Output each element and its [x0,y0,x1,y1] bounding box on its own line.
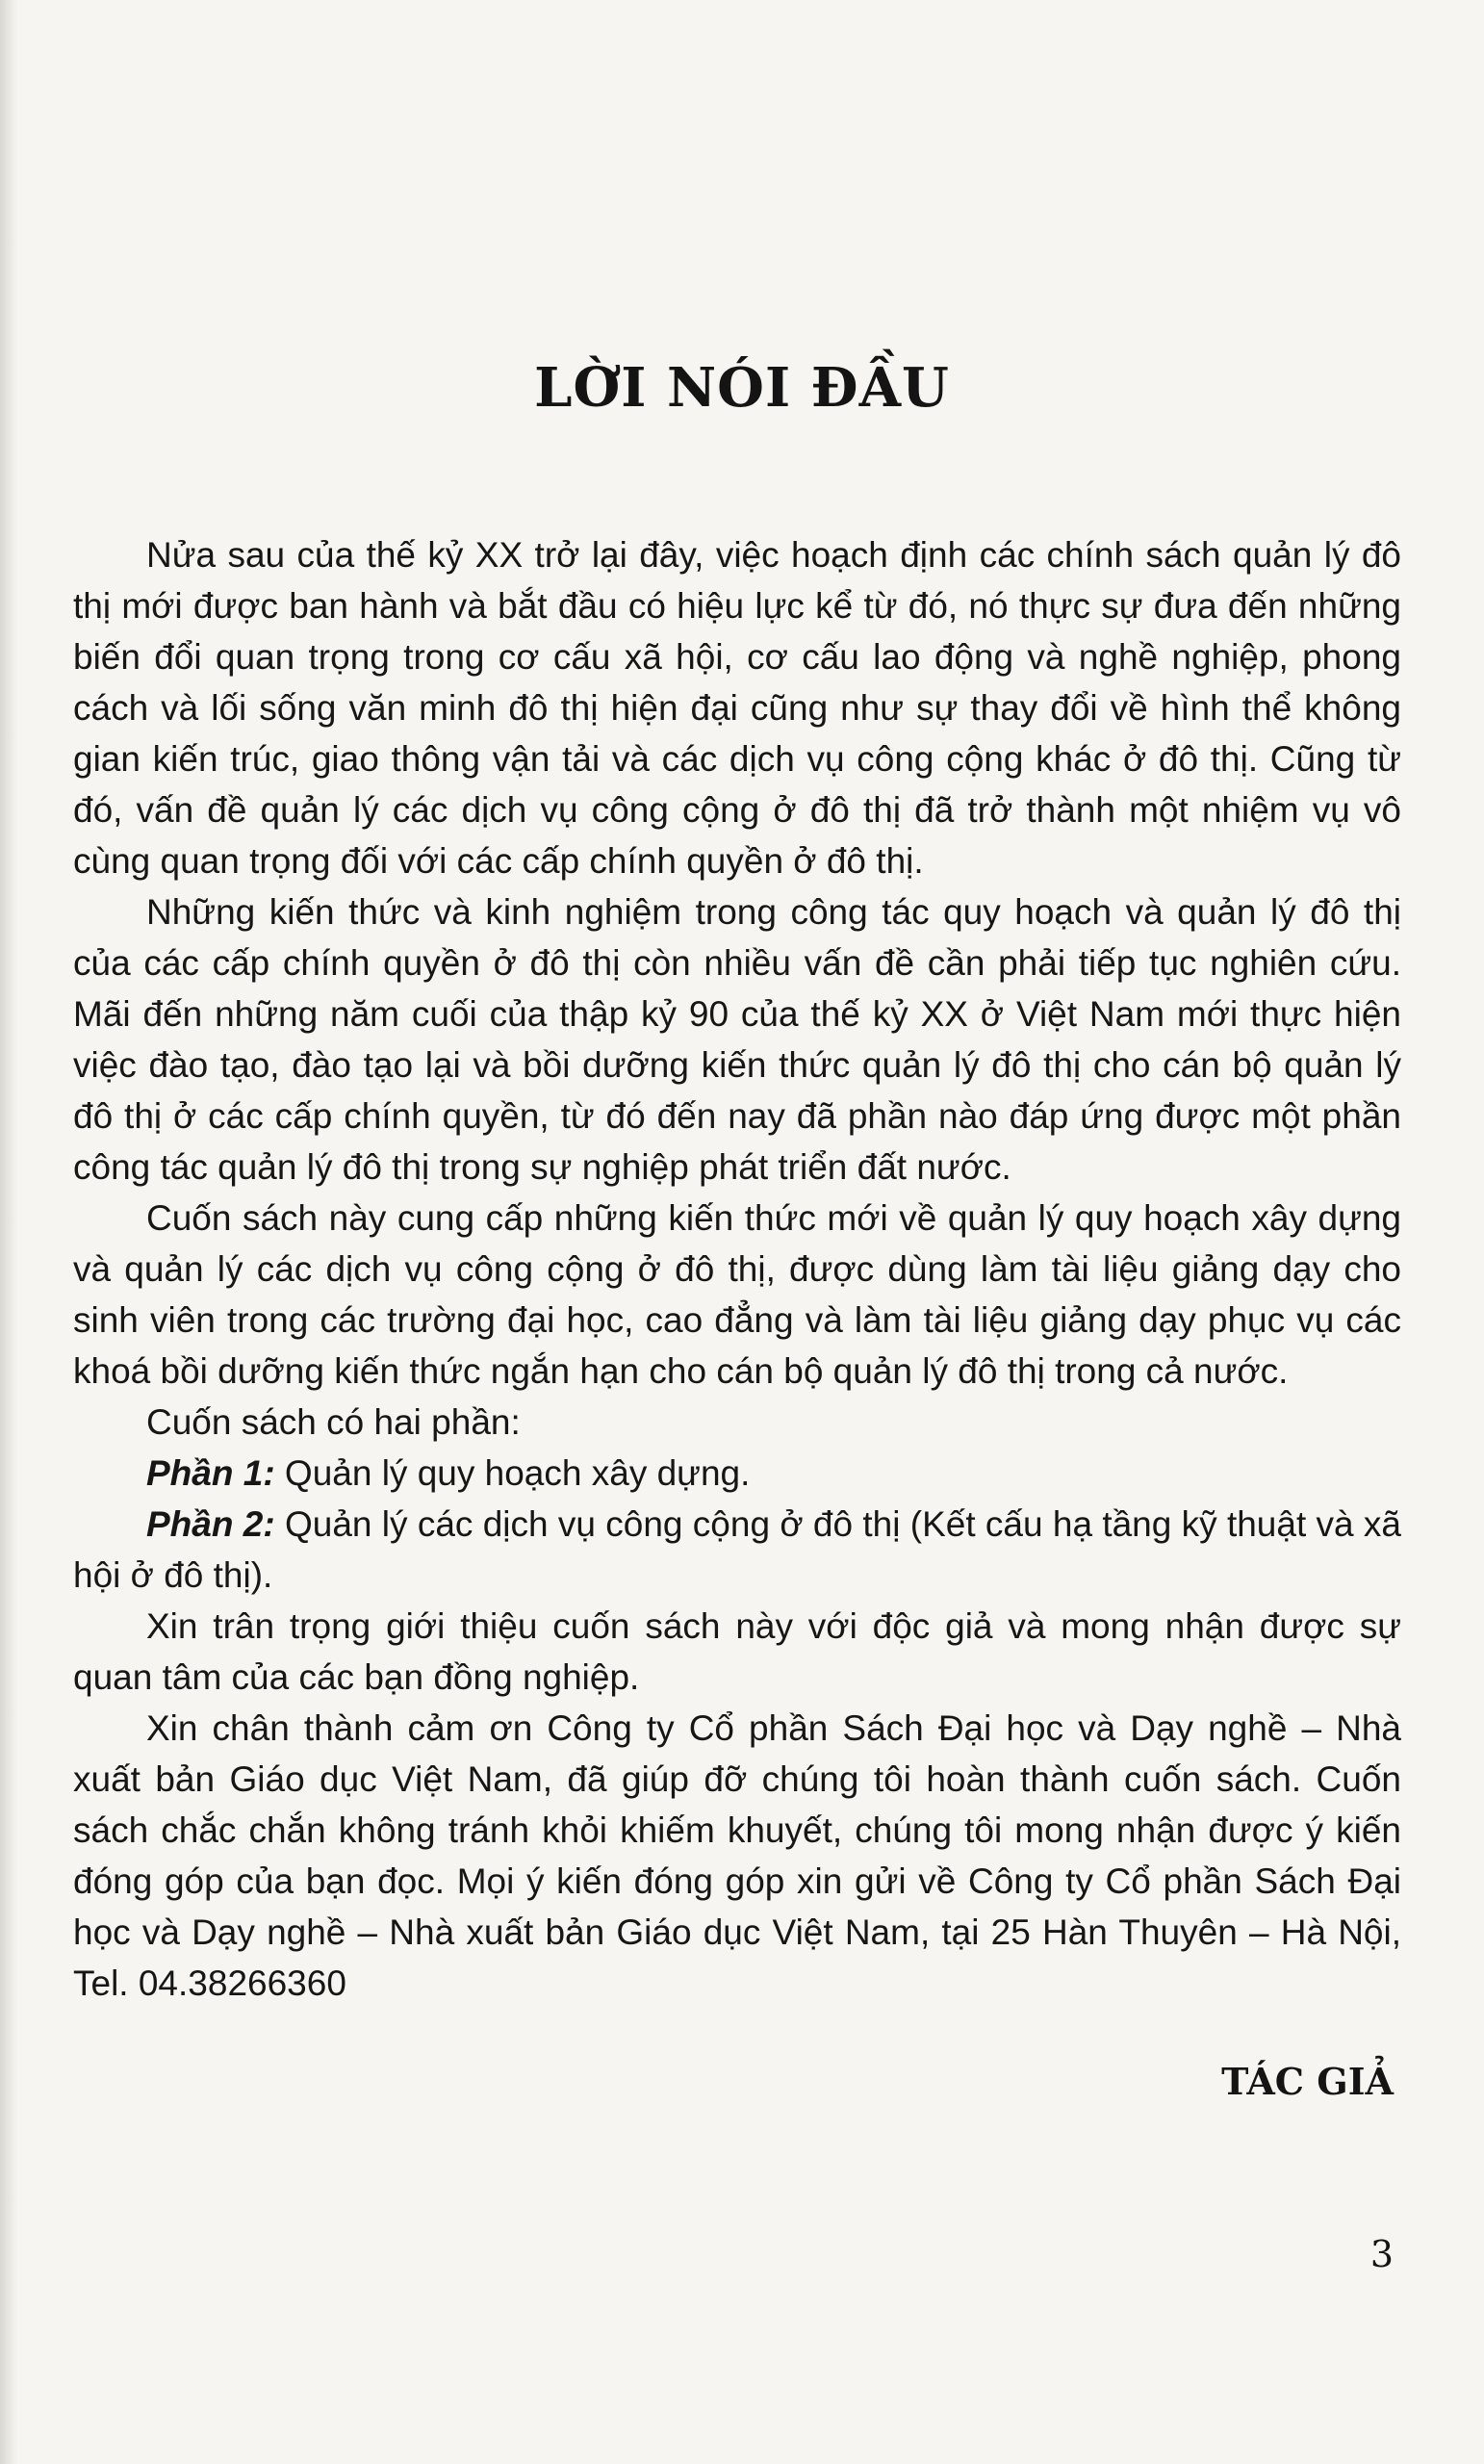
paragraph-6: Xin chân thành cảm ơn Công ty Cổ phần Sách Đại học và Dạy nghề – Nhà xuất bản Giáo dục Việt Nam, đã giúp đỡ chúng tôi hoàn thành cuốn sách. Cuốn sách chắc chắn không tránh khỏi khiếm khuyết, chúng tôi mong nhận được ý kiến đóng góp của bạn đọc. Mọi ý kiến đóng góp xin gửi về Công ty Cổ phần Sách Đại học và Dạy nghề – Nhà xuất bản Giáo dục Việt Nam, tại 25 Hàn Thuyên – Hà Nội, Tel. 04.38266360 [73,1708,1401,2003]
part-1-label: Phần 1: [146,1453,275,1493]
paragraph-2: Những kiến thức và kinh nghiệm trong công tác quy hoạch và quản lý đô thị của các cấp chính quyền ở đô thị còn nhiều vấn đề cần phải tiếp tục nghiên cứu. Mãi đến những năm cuối của thập kỷ 90 của thế kỷ XX ở Việt Nam mới thực hiện việc đào tạo, đào tạo lại và bồi dưỡng kiến thức quản lý đô thị cho cán bộ quản lý đô thị ở các cấp chính quyền, từ đó đến nay đã phần nào đáp ứng được một phần công tác quản lý đô thị trong sự nghiệp phát triển đất nước. [73,892,1401,1187]
page-title: LỜI NÓI ĐẦU [534,356,950,420]
page-number: 3 [1369,2233,1394,2275]
preface-body [73,529,1401,2009]
paragraph-5: Xin trân trọng giới thiệu cuốn sách này với độc giả và mong nhận được sự quan tâm của các bạn đồng nghiệp. [73,1606,1401,1697]
paragraph-3: Cuốn sách này cung cấp những kiến thức mới về quản lý quy hoạch xây dựng và quản lý các dịch vụ công cộng ở đô thị, được dùng làm tài liệu giảng dạy cho sinh viên trong các trường đại học, cao đẳng và làm tài liệu giảng dạy phục vụ các khoá bồi dưỡng kiến thức ngắn hạn cho cán bộ quản lý đô thị trong cả nước. [73,1198,1401,1391]
part-1-text: Quản lý quy hoạch xây dựng. [274,1453,751,1493]
part-2-item [73,1499,1401,1601]
paragraph-1: Nửa sau của thế kỷ XX trở lại đây, việc hoạch định các chính sách quản lý đô thị mới được ban hành và bắt đầu có hiệu lực kể từ đó, nó thực sự đưa đến những biến đổi quan trọng trong cơ cấu xã hội, cơ cấu lao động và nghề nghiệp, phong cách và lối sống văn minh đô thị hiện đại cũng như sự thay đổi về hình thể không gian kiến trúc, giao thông vận tải và các dịch vụ công cộng khác ở đô thị. Cũng từ đó, vấn đề quản lý các dịch vụ công cộng ở đô thị đã trở thành một nhiệm vụ vô cùng quan trọng đối với các cấp chính quyền ở đô thị. [73,535,1401,881]
paragraph-4: Cuốn sách có hai phần: [146,1402,521,1442]
part-1-item [73,1448,1401,1499]
author-signature: TÁC GIẢ [1221,2060,1394,2103]
part-2-label: Phần 2: [146,1504,275,1544]
part-2-text: Quản lý các dịch vụ công cộng ở đô thị (Kết cấu hạ tầng kỹ thuật và xã hội ở đô thị). [73,1504,1402,1595]
